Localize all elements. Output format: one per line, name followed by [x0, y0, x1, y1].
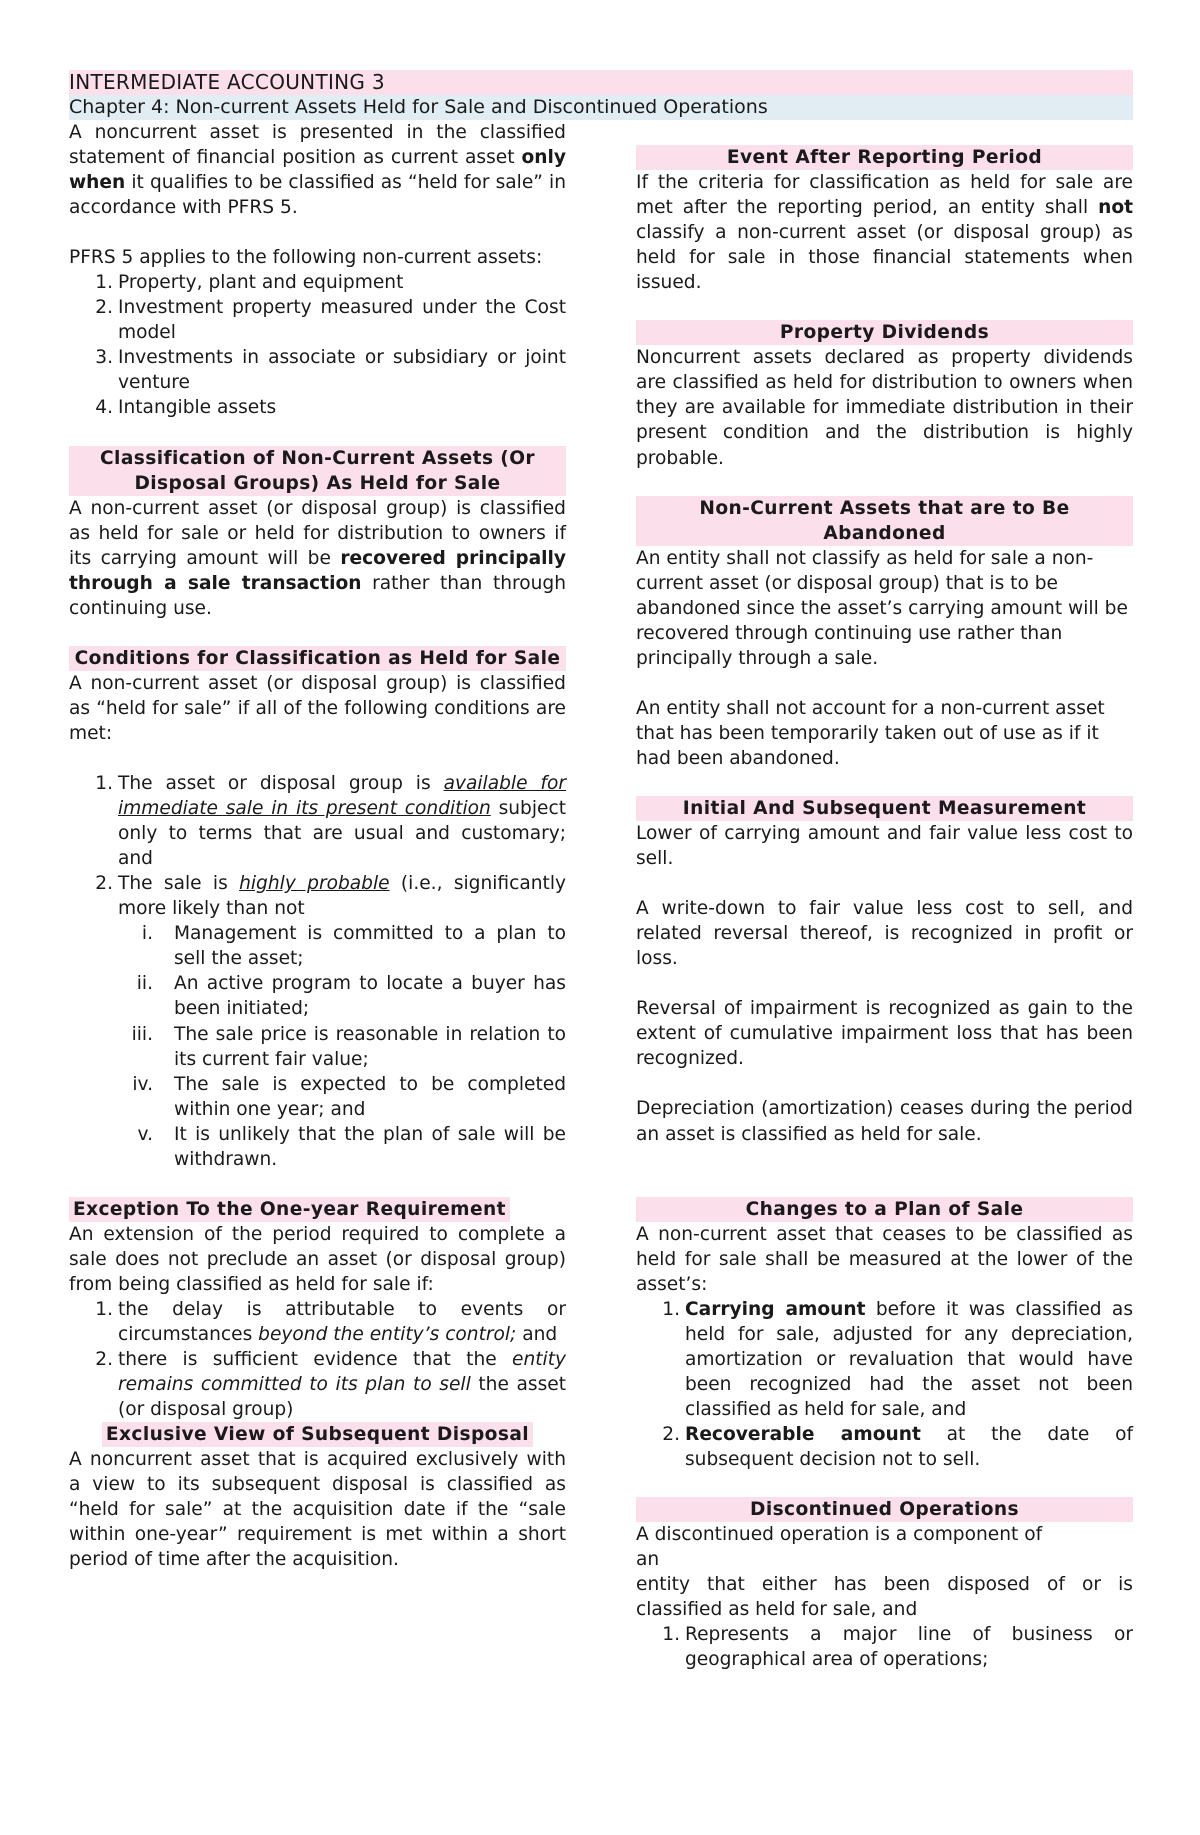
list-item: ii. An active program to locate a buyer has been initiated; — [136, 973, 566, 1020]
event-text: If the criteria for classification as held for sale are met after the reporting period, an entity shall not classify a non-current asset (or disposal group) as held for sale in those financial statements when issued. — [636, 172, 1133, 294]
list-item: 1. The asset or disposal group is available for immediate sale in its present condition subject only to terms that are usual and customary; and — [95, 773, 566, 870]
list-item: 1. Property, plant and equipment — [95, 272, 404, 294]
exception-intro: An extension of the period required to complete a sale does not preclude an asset (or disposal group) from being classified as held for sale if: — [69, 1223, 566, 1295]
section-heading-event: Event After Reporting Period — [636, 145, 1133, 170]
exception-list — [69, 1297, 566, 1422]
list-item: v. It is unlikely that the plan of sale will be withdrawn. — [137, 1123, 566, 1170]
discontinued-line-1: A discontinued operation is a component of — [636, 1524, 1043, 1546]
measurement-text-2: A write-down to fair value less cost to sell, and related reversal thereof, is recognized in profit or loss. — [636, 898, 1133, 970]
section-heading-changes: Changes to a Plan of Sale — [636, 1197, 1133, 1222]
exclusive-text: A noncurrent asset that is acquired exclusively with a view to its subsequent disposal is classified as “held for sale” at the acquisition date if the “sale within one-year” requirement is met within a short period of time after the acquisition. — [69, 1449, 566, 1571]
list-item: 1. Carrying amount before it was classified as held for sale, adjusted for any depreciation, amortization or revaluation that would have been recognized had the asset not been classified as held for sale, and — [662, 1298, 1134, 1420]
conditions-intro: A non-current asset (or disposal group) is classified as “held for sale” if all of the following conditions are met: — [69, 672, 566, 744]
list-item: iv. The sale is expected to be completed within one year; and — [132, 1073, 566, 1120]
list-item: 2. Investment property measured under the Cost model — [95, 297, 566, 344]
asset-list — [69, 270, 566, 420]
list-item: 2. Recoverable amount at the date of subsequent decision not to sell. — [662, 1423, 1133, 1471]
dividends-text: Noncurrent assets declared as property dividends are classified as held for distribution to owners when they are available for immediate distribution in their present condition and the distribution is highly probable. — [636, 347, 1133, 469]
list-item: 2. there is sufficient evidence that the entity remains committed to its plan to sell the asset (or disposal group) — [95, 1349, 566, 1421]
measurement-text-1: Lower of carrying amount and fair value less cost to sell. — [636, 823, 1133, 870]
list-item: 1. Represents a major line of business or geographical area of operations; — [662, 1624, 1133, 1671]
section-heading-classification: Classification of Non-Current Assets (Or Disposal Groups) As Held for Sale — [69, 446, 566, 496]
pfrs5-scope: PFRS 5 applies to the following non-current assets: — [69, 247, 543, 269]
intro-paragraph: A noncurrent asset is presented in the classified statement of financial position as current asset only when it qualifies to be classified as “held for sale” in accordance with PFRS 5. — [69, 122, 566, 219]
discontinued-line-3: entity that either has been disposed of or is classified as held for sale, and — [636, 1574, 1133, 1621]
list-item: i. Management is committed to a plan to sell the asset; — [141, 923, 566, 970]
changes-list — [636, 1297, 1133, 1472]
abandoned-text-1: An entity shall not classify as held for sale a non-current asset (or disposal group) that is to be abandoned since the asset’s carrying amount will be recovered through continuing use rather than principally through a sale. — [636, 547, 1128, 669]
abandoned-text-2: An entity shall not account for a non-current asset that has been temporarily taken out of use as if it had been abandoned. — [636, 697, 1105, 769]
section-heading-measurement: Initial And Subsequent Measurement — [636, 796, 1133, 821]
changes-intro: A non-current asset that ceases to be classified as held for sale shall be measured at the lower of the asset’s: — [636, 1223, 1133, 1295]
section-heading-conditions: Conditions for Classification as Held for Sale — [69, 646, 566, 671]
section-heading-discontinued: Discontinued Operations — [636, 1497, 1133, 1522]
measurement-text-3: Reversal of impairment is recognized as gain to the extent of cumulative impairment loss that has been recognized. — [636, 998, 1133, 1070]
section-heading-abandoned: Non-Current Assets that are to Be Abandoned — [636, 496, 1133, 546]
right-column — [636, 145, 1133, 1672]
course-title: INTERMEDIATE ACCOUNTING 3 — [69, 70, 1133, 95]
discontinued-list — [636, 1622, 1133, 1672]
classification-text: A non-current asset (or disposal group) is classified as held for sale or held for distribution to owners if its carrying amount will be recovered principally through a sale transaction rather than through continuing use. — [69, 497, 566, 619]
list-item: 4. Intangible assets — [95, 397, 277, 419]
list-item: 1. the delay is attributable to events or circumstances beyond the entity’s control; and — [95, 1298, 566, 1346]
sub-conditions-list — [69, 921, 566, 1171]
measurement-text-4: Depreciation (amortization) ceases during the period an asset is classified as held for sale. — [636, 1098, 1133, 1145]
left-column — [69, 120, 566, 1572]
discontinued-line-2: an — [636, 1549, 660, 1571]
section-heading-exclusive: Exclusive View of Subsequent Disposal — [102, 1422, 533, 1447]
section-heading-exception: Exception To the One-year Requirement — [69, 1197, 510, 1222]
list-item: 3. Investments in associate or subsidiary or joint venture — [95, 347, 566, 394]
conditions-list — [69, 771, 566, 921]
list-item: iii. The sale price is reasonable in relation to its current fair value; — [131, 1023, 566, 1070]
list-item: 2. The sale is highly probable (i.e., significantly more likely than not — [95, 873, 567, 920]
chapter-title: Chapter 4: Non-current Assets Held for Sale and Discontinued Operations — [69, 95, 1133, 120]
section-heading-dividends: Property Dividends — [636, 320, 1133, 345]
